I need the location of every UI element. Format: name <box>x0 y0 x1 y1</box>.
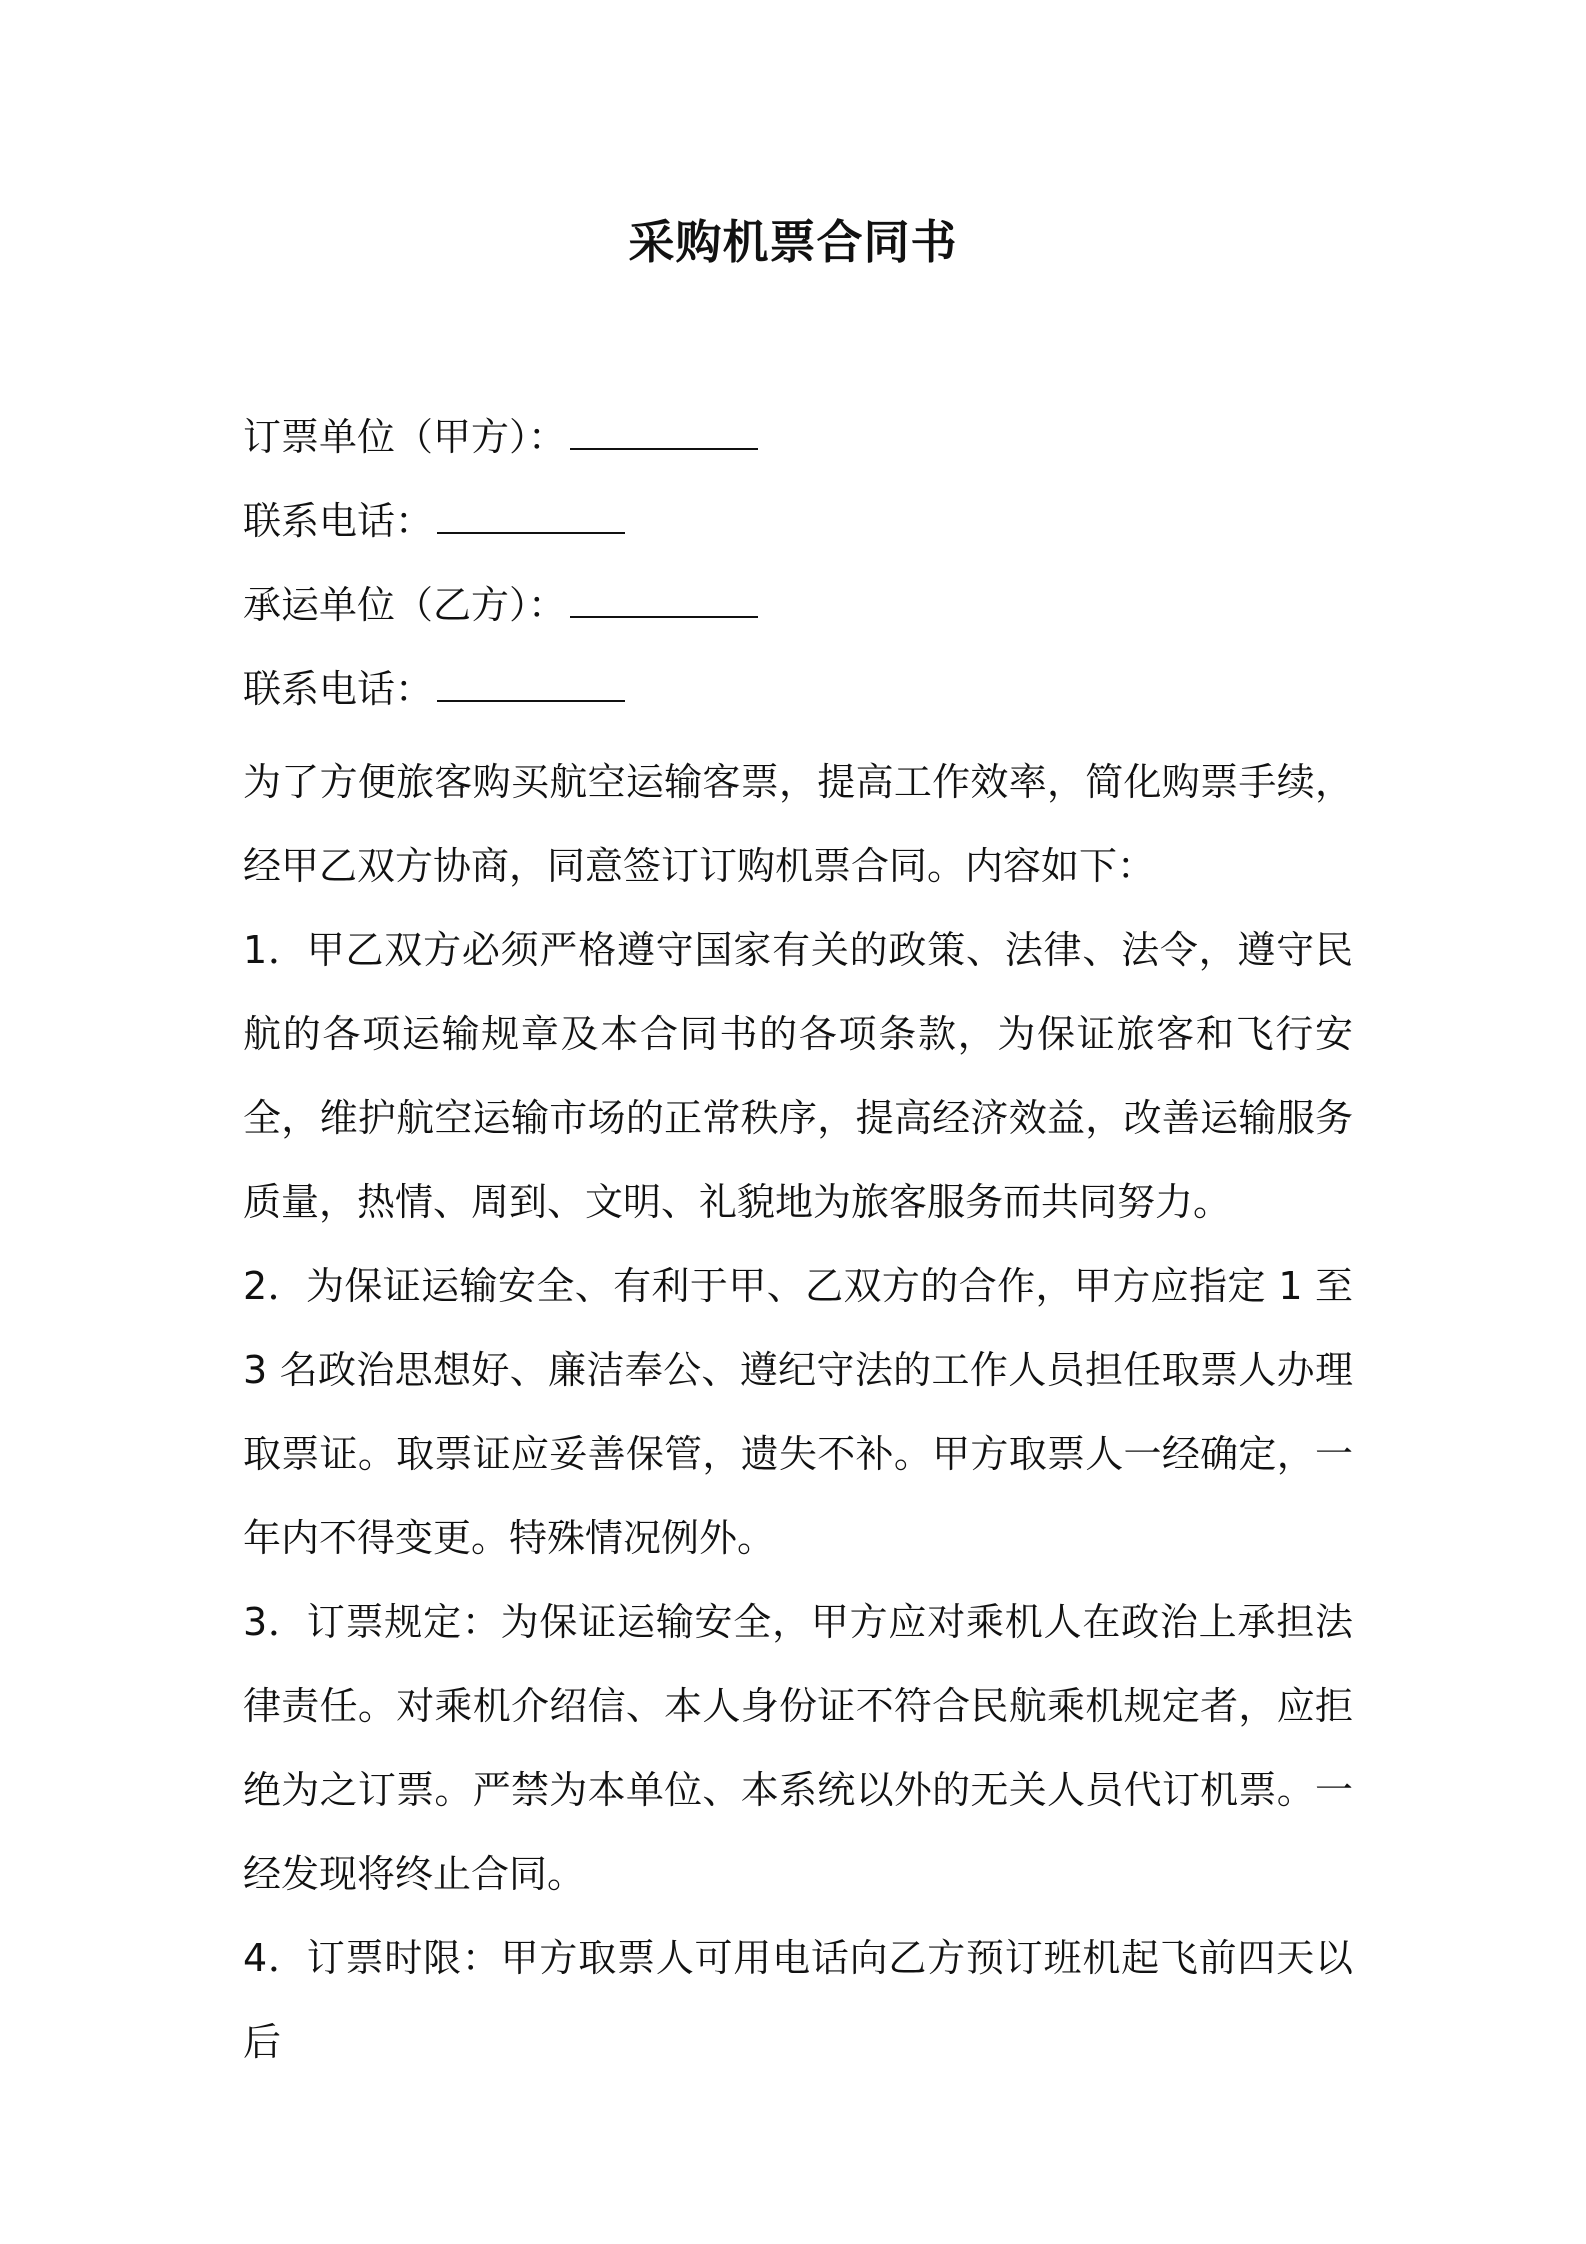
field-label: 承运单位（乙方）： <box>243 583 567 627</box>
paragraph-clause-1: 1．甲乙双方必须严格遵守国家有关的政策、法律、法令，遵守民航的各项运输规章及本合同书的各项条款，为保证旅客和飞行安全，维护航空运输市场的正常秩序，提高经济效益，改善运输服务质量，热情、周到、文明、礼貌地为旅客服务而共同努力。 <box>243 928 1353 1224</box>
paragraph-clause-3: 3．订票规定：为保证运输安全，甲方应对乘机人在政治上承担法律责任。对乘机介绍信、本人身份证不符合民航乘机规定者，应拒绝为之订票。严禁为本单位、本系统以外的无关人员代订机票。一经发现将终止合同。 <box>243 1600 1353 1896</box>
paragraph-intro: 为了方便旅客购买航空运输客票，提高工作效率，简化购票手续，经甲乙双方协商，同意签订订购机票合同。内容如下： <box>243 760 1353 888</box>
paragraph-clause-2: 2．为保证运输安全、有利于甲、乙双方的合作，甲方应指定 1 至 3 名政治思想好、廉洁奉公、遵纪守法的工作人员担任取票人办理取票证。取票证应妥善保管，遗失不补。甲方取票人一经确定，一年内不得变更。特殊情况例外。 <box>243 1264 1353 1560</box>
field-label: 订票单位（甲方）： <box>243 415 567 459</box>
field-party-a <box>243 404 1353 488</box>
paragraph-clause-4: 4．订票时限：甲方取票人可用电话向乙方预订班机起飞前四天以后 <box>243 1936 1353 2064</box>
blank-line <box>437 656 625 702</box>
document-body <box>243 404 1353 2084</box>
field-label: 联系电话： <box>243 667 434 711</box>
field-label: 联系电话： <box>243 499 434 543</box>
blank-line <box>570 404 758 450</box>
document-title: 采购机票合同书 <box>628 215 958 269</box>
field-party-a-phone <box>243 488 1353 572</box>
field-party-b-phone <box>243 656 1353 740</box>
blank-line <box>437 488 625 534</box>
field-party-b <box>243 572 1353 656</box>
blank-line <box>570 572 758 618</box>
